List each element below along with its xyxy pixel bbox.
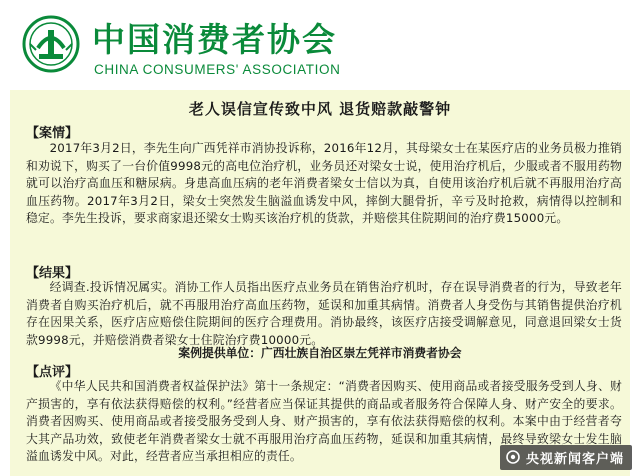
case-heading: 【案情】 <box>26 126 79 141</box>
cca-logo-icon <box>22 14 80 74</box>
org-name-cn: 中国消费者协会 <box>92 20 337 59</box>
org-name-en: CHINA CONSUMERS' ASSOCIATION <box>94 62 341 77</box>
article-title: 老人误信宣传致中风 退货赔款敲警钟 <box>188 100 452 118</box>
case-source: 案例提供单位：广西壮族自治区崇左凭祥市消费者协会 <box>178 346 462 360</box>
comment-paragraph: 《中华人民共和国消费者权益保护法》第十一条规定：“消费者因购买、使用商品或者接受服务受到人身、财产损害的，享有依法获得赔偿的权利。”经营者应当保证其提供的商品或者服务符合保障人身、财产安全的要求。消费者因购买、使用商品或者接受服务受到人身、财产损害的，享有依法获得赔偿的权利。本案中由于经营者夸大其产品功效，致使老年消费者梁女士就不再服用治疗高血压药物，延误和加重其病情，最终导致梁女士发生脑溢血诱发中风。对此，经营者应当承担相应的责任。 <box>26 379 622 463</box>
comment-heading: 【点评】 <box>26 365 79 380</box>
result-heading: 【结果】 <box>26 266 79 281</box>
watermark-label: 央视新闻客户端 <box>525 452 624 467</box>
result-paragraph: 经调查.投诉情况属实。消协工作人员指出医疗点业务员在销售治疗机时，存在误导消费者的行为，导致老年消费者自购买治疗机后，就不再服用治疗高血压药物，延误和加重其病情。消费者人身受伤与其销售提供治疗机存在因果关系，医疗店应赔偿住院期间的医疗合理费用。消协最终，该医疗店接受调解意见，同意退回梁女士货款9998元，并赔偿消费者梁女士住院治疗费10000元。 <box>26 280 622 347</box>
case-paragraph: 2017年3月2日，李先生向广西凭祥市消协投诉称，2016年12月，其母梁女士在某医疗店的业务员极力推销和劝说下，购买了一台价值9998元的高电位治疗机，业务员还对梁女士说，使用治疗机后，少服或者不服用药物就可以治疗高血压和糖尿病。身患高血压病的老年消费者梁女士信以为真，自使用该治疗机后就不再服用治疗高血压药物。2017年3月2日，梁女士突然发生脑溢血诱发中风，摔倒大腿骨折，辛亏及时抢救，病情得以控制和稳定。李先生投诉，要求商家退还梁女士购买该治疗机的货款，并赔偿其住院期间的治疗费15000元。 <box>26 141 622 225</box>
cctv-news-icon <box>506 450 520 464</box>
watermark-badge <box>500 445 632 470</box>
header <box>0 0 640 90</box>
